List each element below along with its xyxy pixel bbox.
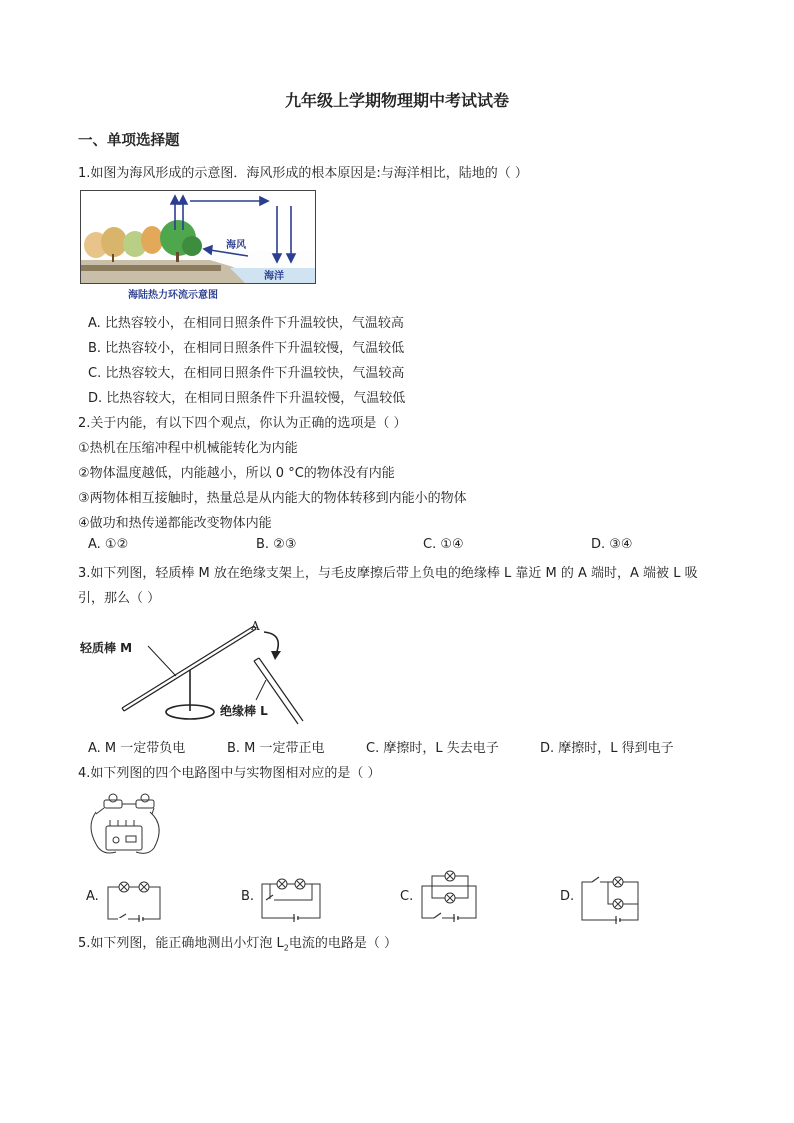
q4-option-b-label[interactable]: B. [241, 889, 255, 904]
q2-option-b[interactable]: B. ②③ [256, 537, 297, 552]
q1-option-a[interactable]: A. 比热容较小，在相同日照条件下升温较快，气温较高 [88, 316, 404, 331]
q2-statement-4: ④做功和热传递都能改变物体内能 [78, 516, 272, 531]
q2-option-c[interactable]: C. ①④ [423, 537, 464, 552]
physical-circuit-picture [82, 792, 170, 860]
q4-option-c-label[interactable]: C. [400, 889, 414, 904]
question-2-stem: 2.关于内能，有以下四个观点，你认为正确的选项是（ ） [78, 416, 407, 431]
label-a-end: A [251, 619, 260, 633]
label-rod-l: 绝缘棒 L [220, 704, 268, 718]
q3-option-c[interactable]: C. 摩擦时，L 失去电子 [366, 741, 499, 756]
q2-statement-2: ②物体温度越低，内能越小，所以 0 °C的物体没有内能 [78, 466, 395, 481]
q4-option-c-circuit[interactable] [418, 866, 480, 924]
q2-statement-1: ①热机在压缩冲程中机械能转化为内能 [78, 441, 298, 456]
q2-statement-3: ③两物体相互接触时，热量总是从内能大的物体转移到内能小的物体 [78, 491, 467, 506]
q3-option-d[interactable]: D. 摩擦时，L 得到电子 [540, 741, 674, 756]
q4-option-d-circuit[interactable] [578, 868, 644, 926]
q1-option-b[interactable]: B. 比热容较小，在相同日照条件下升温较慢，气温较低 [88, 341, 405, 356]
question-3-stem-line2: 引，那么（ ） [78, 591, 161, 606]
q5-stem-post: 电流的电路是（ ） [288, 936, 398, 951]
q5-stem-pre: 5.如下列图，能正确地测出小灯泡 L [78, 936, 284, 951]
question-1-stem: 1.如图为海风形成的示意图．海风形成的根本原因是:与海洋相比，陆地的（ ） [78, 166, 528, 181]
question-4-stem: 4.如下列图的四个电路图中与实物图相对应的是（ ） [78, 766, 381, 781]
charged-rods-diagram [78, 618, 308, 728]
section-heading: 一、单项选择题 [78, 133, 180, 149]
q4-option-d-label[interactable]: D. [560, 889, 575, 904]
label-rod-m: 轻质棒 M [80, 641, 133, 655]
q4-option-a-label[interactable]: A. [86, 889, 99, 904]
figure-caption: 海陆热力环流示意图 [128, 290, 218, 301]
sea-breeze-diagram [80, 190, 318, 302]
q1-option-c[interactable]: C. 比热容较大，在相同日照条件下升温较快，气温较高 [88, 366, 405, 381]
question-5-stem [78, 932, 397, 953]
label-sea: 海洋 [264, 271, 284, 282]
q3-option-b[interactable]: B. M 一定带正电 [227, 741, 325, 756]
q2-option-a[interactable]: A. ①② [88, 537, 129, 552]
label-sea-wind: 海风 [226, 240, 246, 251]
q4-option-a-circuit[interactable] [106, 874, 164, 922]
q2-option-d[interactable]: D. ③④ [591, 537, 633, 552]
q1-option-d[interactable]: D. 比热容较大，在相同日照条件下升温较慢，气温较低 [88, 391, 406, 406]
q4-option-b-circuit[interactable] [260, 874, 324, 922]
q3-option-a[interactable]: A. M 一定带负电 [88, 741, 186, 756]
question-3-stem-line1: 3.如下列图，轻质棒 M 放在绝缘支架上，与毛皮摩擦后带上负电的绝缘棒 L 靠近 M 的 A 端时，A 端被 L 吸 [78, 566, 698, 581]
page-title: 九年级上学期物理期中考试试卷 [284, 91, 509, 110]
q5-stem-subscript: 2 [283, 943, 289, 953]
